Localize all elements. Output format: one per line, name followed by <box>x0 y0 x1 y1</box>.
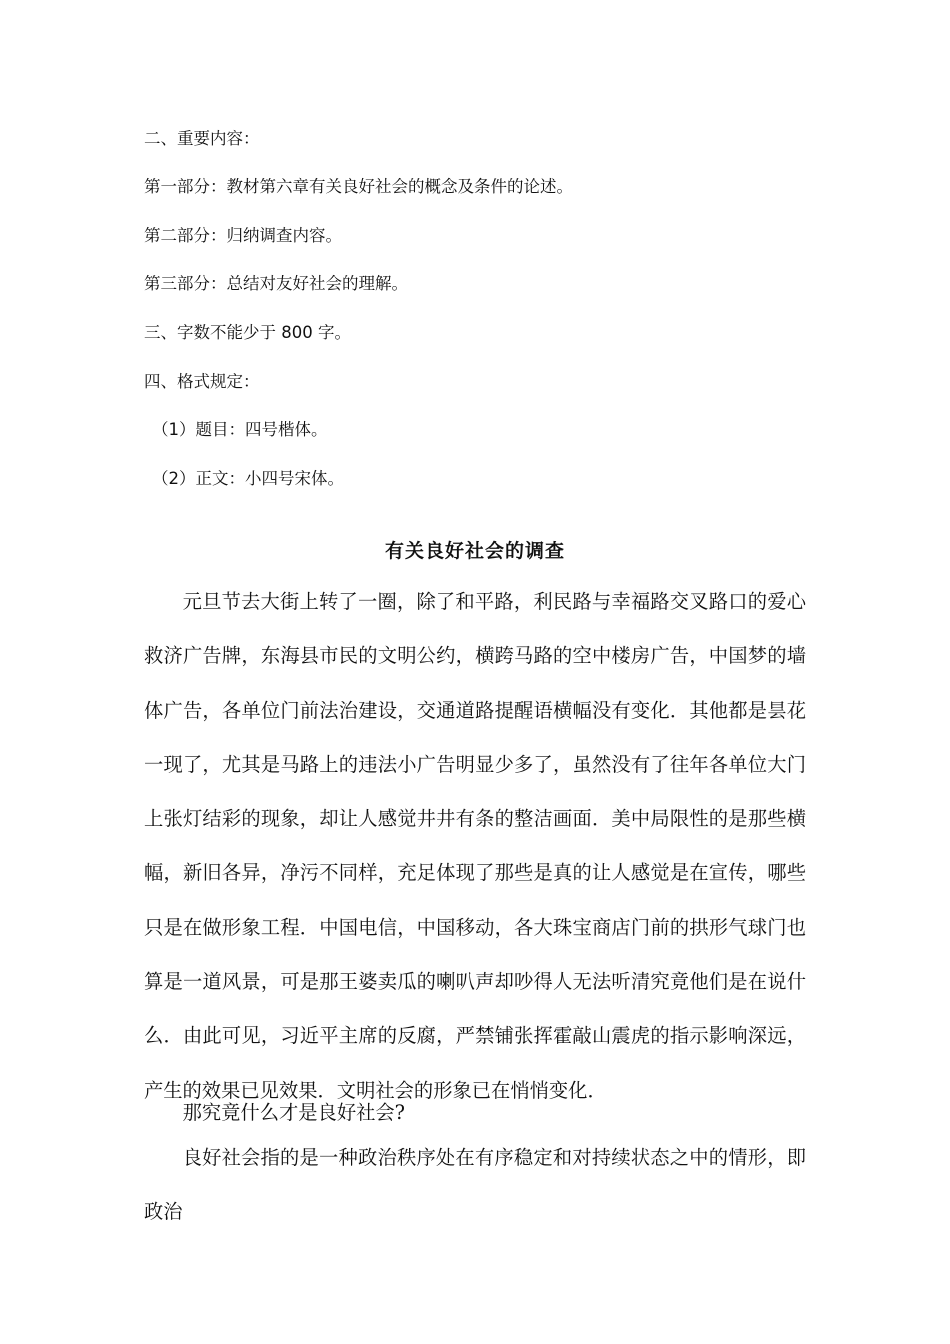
essay-title: 有关良好社会的调查 <box>384 540 565 562</box>
format-title-line: （1）题目：四号楷体。 <box>152 420 328 439</box>
section2-heading: 二、重要内容： <box>144 129 260 148</box>
essay-paragraph-3: 良好社会指的是一种政治秩序处在有序稳定和对持续状态之中的情形，即政治 <box>144 1146 806 1224</box>
essay-paragraph-1: 元旦节去大街上转了一圈，除了和平路，利民路与幸福路交叉路口的爱心救济广告牌，东海县市民的文明公约，横跨马路的空中楼房广告，中国梦的墙体广告，各单位门前法治建设，交通道路提醒语横幅没有变化．其他都是昙花一现了，尤其是马路上的违法小广告明显少多了，虽然没有了往年各单位大门上张灯结彩的现象，却让人感觉井井有条的整洁画面．美中局限性的是那些横幅，新旧各异，净污不同样，充足体现了那些是真的让人感觉是在宣传，哪些只是在做形象工程．中国电信，中国移动，各大珠宝商店门前的拱形气球门也算是一道风景，可是那王婆卖瓜的喇叭声却吵得人无法听清究竟他们是在说什么．由此可见，习近平主席的反腐，严禁铺张挥霍敲山震虎的指示影响深远，产生的效果已见效果．文明社会的形象已在悄悄变化． <box>144 590 806 1102</box>
section4-heading: 四、格式规定： <box>144 372 260 391</box>
format-body-line: （2）正文：小四号宋体。 <box>152 469 344 488</box>
essay-paragraph-2: 那究竟什么才是良好社会? <box>182 1101 406 1124</box>
part1-line: 第一部分：教材第六章有关良好社会的概念及条件的论述。 <box>144 177 573 196</box>
part3-line: 第三部分：总结对友好社会的理解。 <box>144 274 408 293</box>
section3-line: 三、字数不能少于 800 字。 <box>144 323 351 342</box>
part2-line: 第二部分：归纳调查内容。 <box>144 226 342 245</box>
